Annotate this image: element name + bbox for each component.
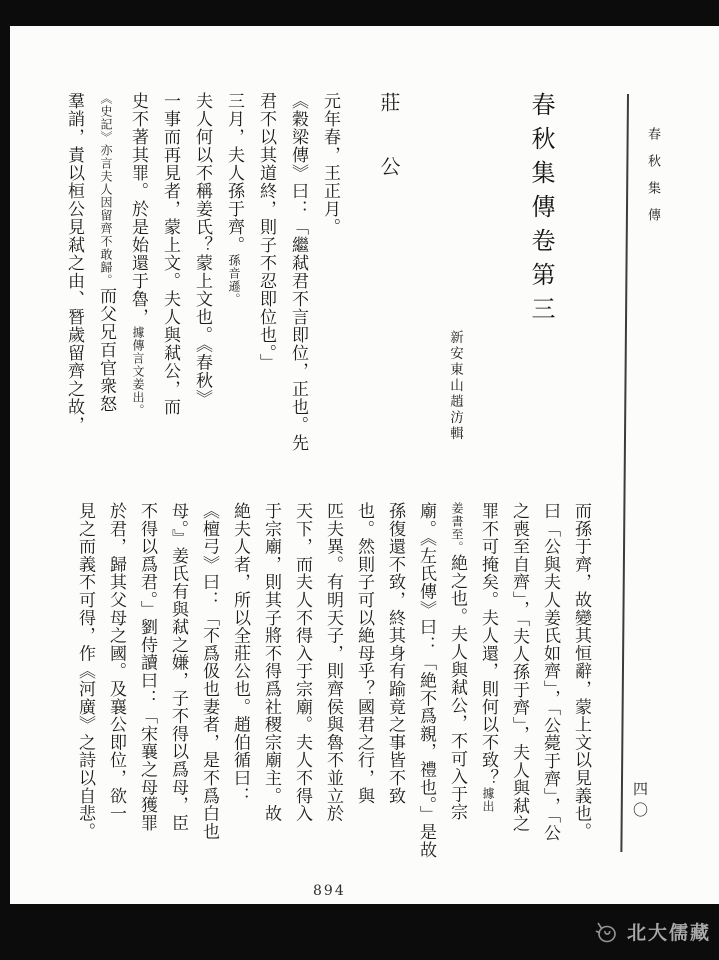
text-column: 廟。《左氏傳》曰：「絶不爲親，禮也。」是故 <box>417 502 436 859</box>
text-column: 一事而再見者，蒙上文。夫人與弒公，而 <box>161 92 180 416</box>
text-column: 見之而義不可得，作《河廣》之詩以自悲。 <box>76 502 95 841</box>
text-column: 也。然則子可以絶母乎？國君之行，與 <box>355 502 374 805</box>
text-column: 史不著其罪。於是始還于魯，據傳言文姜出。 <box>129 92 148 417</box>
text-column: 絶夫人者，所以全莊公也。趙伯循曰： <box>231 502 250 805</box>
text-column: 元年春，王正月。 <box>321 92 340 236</box>
text-column: 于宗廟，則其子將不得爲社稷宗廟主。故 <box>262 502 281 823</box>
text-column: 姜書至。絶之也。夫人與弒公，不可入于宗 <box>448 502 467 821</box>
running-book-title: 春秋集傳 <box>646 127 661 235</box>
text-column: 孫復還不致，終其身有踰竟之事皆不致 <box>386 502 405 805</box>
volume-title-column: 春秋集傳卷第三 <box>527 92 553 330</box>
text-column: 三月，夫人孫于齊。孫音遜。 <box>225 92 244 306</box>
text-column: 於君，歸其父母之國。及襄公即位，欲一 <box>107 502 126 823</box>
library-watermark <box>592 918 711 945</box>
compiler-column: 新安東山趙汸輯 <box>448 330 463 442</box>
printed-page-number: 894 <box>313 883 346 899</box>
text-column: 曰「公與夫人姜氏如齊」，「公薨于齊」，「公 <box>541 502 560 842</box>
text-column: 《檀弓》曰：「不爲伋也妻者，是不爲白也 <box>200 502 219 841</box>
text-column: 不得以爲君。」劉侍讀曰：「宋襄之母獲罪 <box>138 502 157 832</box>
text-column: 《穀梁傳》曰：「繼弒君不言即位，正也。先 <box>289 92 308 452</box>
lower-text-block <box>75 502 592 894</box>
seal-logo-icon <box>592 919 620 945</box>
chapter-heading-column: 莊 公 <box>377 92 399 188</box>
text-column: 而孫于齊，故變其恒辭，蒙上文以見義也。 <box>572 502 591 841</box>
scan-border-top <box>0 0 719 26</box>
text-column: 匹夫異。有明天子，則齊侯與魯不並立於 <box>324 502 343 823</box>
text-column: 天下，而夫人不得入于宗廟。夫人不得入 <box>293 502 312 823</box>
text-column: 《史記》亦言夫人因留齊不敢歸。而父兄百官衆怒 <box>97 92 116 413</box>
watermark-text: 北大儒藏 <box>626 923 711 944</box>
text-column: 夫人何以不稱姜氏？蒙上文也。《春秋》 <box>193 92 212 408</box>
text-column: 罪不可掩矣。夫人還，則何以不致？據出 <box>479 502 498 813</box>
scan-border-left <box>0 0 10 960</box>
text-column: 君不以其道終，則子不忍即位也。」 <box>257 92 276 372</box>
text-column: 母。』姜氏有與弒之嫌，子不得以爲母，臣 <box>169 502 188 832</box>
text-column: 羣誚，責以桓公見弒之由、朁歲留齊之故， <box>65 92 84 434</box>
text-column: 之喪至自齊」，「夫人孫于齊」，夫人與弒之 <box>510 502 529 833</box>
folio-number: 四〇 <box>631 781 647 823</box>
upper-text-block <box>63 92 553 464</box>
